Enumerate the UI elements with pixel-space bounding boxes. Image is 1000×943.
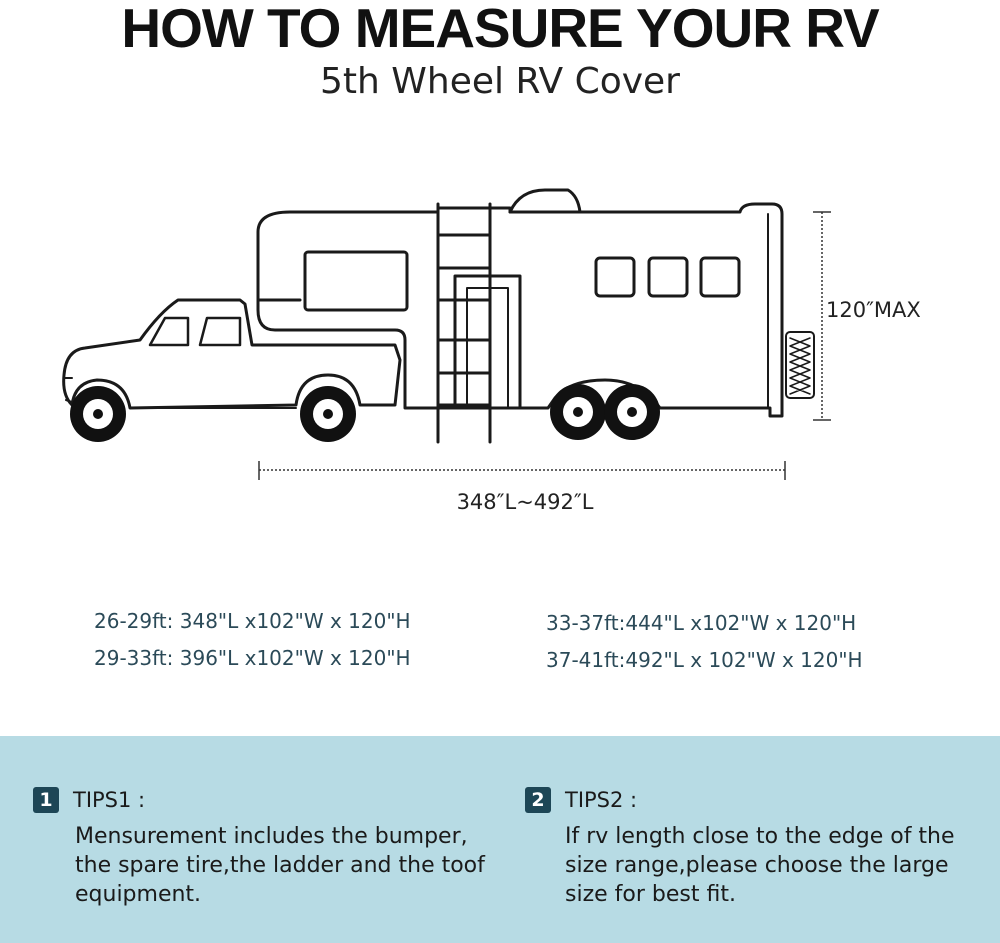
side-window-2 <box>649 258 687 296</box>
size-row: 33-37ft:444"L x102"W x 120"H <box>546 611 857 635</box>
page-subtitle: 5th Wheel RV Cover <box>320 61 680 102</box>
rv-diagram <box>0 170 1000 540</box>
size-row: 26-29ft: 348"L x102"W x 120"H <box>94 609 411 633</box>
tip-number-badge: 1 <box>33 787 59 813</box>
tip-title: TIPS2 : <box>565 788 638 812</box>
rv-wheel-1 <box>550 384 606 440</box>
tips-panel <box>0 736 1000 943</box>
tip-body: Mensurement includes the bumper, the spare tire,the ladder and the toof equipment. <box>75 824 485 907</box>
truck-rear-wheel <box>300 386 356 442</box>
height-label: 120″MAX <box>826 298 921 322</box>
front-window <box>305 252 407 310</box>
page-title: HOW TO MEASURE YOUR RV <box>121 0 879 59</box>
truck-front-wheel <box>70 386 126 442</box>
size-list-right <box>546 605 863 679</box>
spare-tire-icon <box>786 332 814 398</box>
side-window-1 <box>596 258 634 296</box>
size-row: 37-41ft:492"L x 102"W x 120"H <box>546 648 863 672</box>
tip-number-badge: 2 <box>525 787 551 813</box>
side-window-3 <box>701 258 739 296</box>
rv-wheel-2 <box>604 384 660 440</box>
tip-body: If rv length close to the edge of the size range,please choose the large size for best fit. <box>565 824 955 907</box>
tip-1 <box>33 786 515 909</box>
size-row: 29-33ft: 396"L x102"W x 120"H <box>94 646 411 670</box>
rv-door <box>455 276 520 408</box>
size-list-left <box>94 603 411 677</box>
rv-ladder <box>438 204 490 442</box>
tip-title: TIPS1 : <box>73 788 146 812</box>
tip-2 <box>525 786 985 909</box>
length-label: 348″L~492″L <box>456 490 594 514</box>
roof-ac-unit <box>510 190 580 212</box>
length-dimension-line <box>259 461 785 480</box>
